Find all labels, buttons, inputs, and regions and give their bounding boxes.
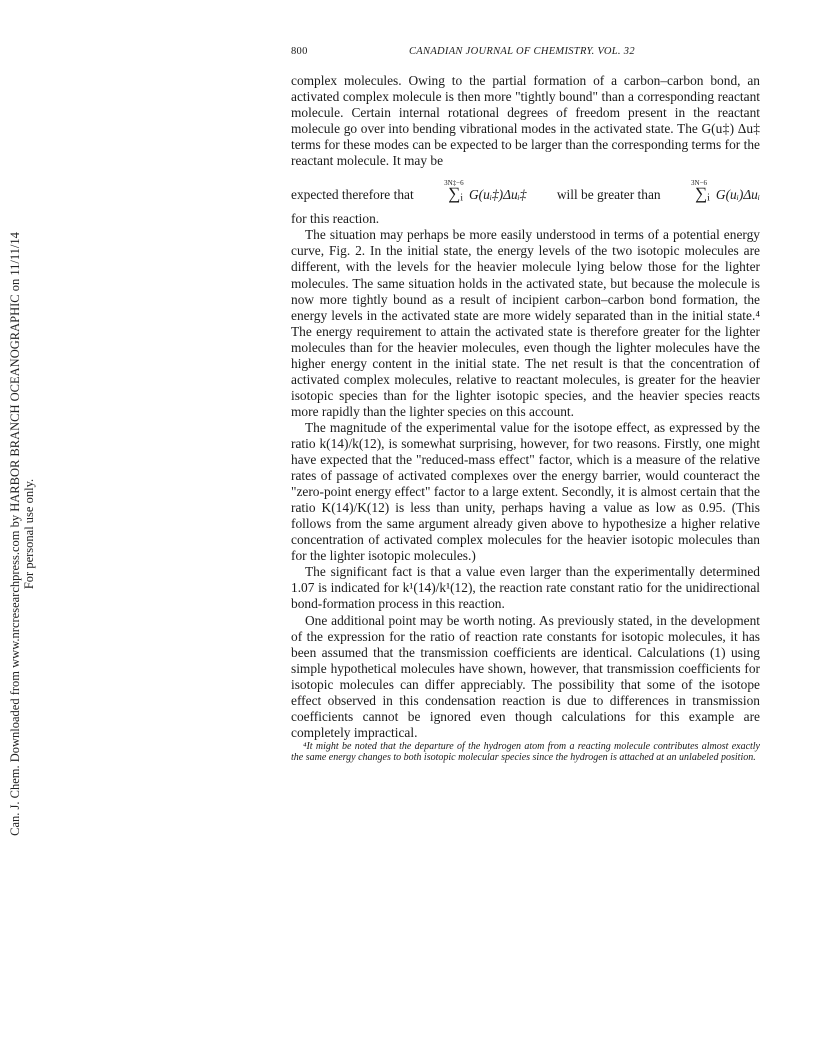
paragraph-3: The magnitude of the experimental value for the isotope effect, as expressed by the ratio k(14)/k(12), is somewhat surprising, however, for two reasons. Firstly, one might have expected that the "reduced-mass effect" factor, which is a measure of the relative rates of passage of activated complexes over the energy barrier, would counteract the "zero-point energy effect" factor to a large extent. Secondly, it is almost certain that the ratio K(14)/K(12) is less than unity, perhaps having a value as low as 0.95. (This follows from the same argument already given above to hypothesize a higher relative concentration of activated complex molecules for the heavier isotopic molecules than for the lighter isotopic molecules.) [291,419,760,564]
paragraph-4: The significant fact is that a value even larger than the experimentally determined 1.07 is indicated for k¹(14)/k¹(12), the reaction rate constant ratio for the unidirectional bond-formation process in this reaction. [291,564,760,612]
sigma-symbol: ∑ᵢ [448,184,463,204]
summation-activated [444,179,527,204]
page-number: 800 [291,46,308,57]
paragraph-5: One additional point may be worth noting. As previously stated, in the development of the expression for the ratio of reaction rate constants for isotopic molecules, it has been assumed that the transmission coefficients are identical. Calculations (1) using simple hypothetical molecules have shown, however, that transmission coefficients for isotopic molecules can differ appreciably. The possibility that some of the isotope effect observed in this condensation reaction is due to differences in transmission coefficients cannot be ignored even though calculations for this example are completely impractical. [291,612,760,740]
download-notice-line2: For personal use only. [22,478,36,590]
summation-term-activated: G(uᵢ‡)Δuᵢ‡ [469,187,527,203]
paragraph-1-end: for this reaction. [291,211,380,227]
sigma-symbol: ∑ᵢ [695,184,710,204]
download-watermark [8,174,36,894]
running-header [291,44,760,60]
footnote: ⁴It might be noted that the departure of the hydrogen atom from a reacting molecule contributes almost exactly the same energy changes to both isotopic molecular species since the hydrogen is attached at an unlabeled position. [291,740,760,764]
summation-term-reactant: G(uᵢ)Δuᵢ [715,187,760,203]
inline-equation [291,175,760,203]
running-title: CANADIAN JOURNAL OF CHEMISTRY. VOL. 32 [409,46,635,57]
summation-limit-reactant: 3N−6 [691,179,708,188]
equation-mid-text: will be greater than [556,187,661,203]
summation-reactant [691,179,760,204]
journal-page [291,44,760,764]
paragraph-2: The situation may perhaps be more easily understood in terms of a potential energy curve, Fig. 2. In the initial state, the energy levels of the two isotopic molecules are different, with the levels for the heavier molecule lying below those for the lighter molecules. The same situation holds in the activated state, but because the molecule is now more tightly bound as a result of incipient carbon–carbon bond formation, the energy levels in the activated state are more widely separated than in the initial state.⁴ The energy requirement to attain the activated state is therefore greater for the lighter molecules than for the heavier molecules, even though the lighter molecules have the higher energy content in the initial state. The net result is that the concentration of activated complex molecules, relative to reactant molecules, is greater for the heavier isotopic species than for the lighter isotopic species, and the heavier species reacts more rapidly than the lighter species on this account. [291,227,760,419]
equation-lead-text: expected therefore that [291,187,414,203]
summation-limit-activated: 3N‡−6 [444,179,464,188]
download-notice-line1: Can. J. Chem. Downloaded from www.nrcresearchpress.com by HARBOR BRANCH OCEANOGRAPHIC on 11/11/14 [8,232,22,836]
paragraph-1: complex molecules. Owing to the partial formation of a carbon–carbon bond, an activated complex molecule is then more "tightly bound" than a corresponding reactant molecule. Certain internal rotational degrees of freedom present in the reactant molecule go over into bending vibrational modes in the activated state. The G(u‡) Δu‡ terms for these modes can be expected to be larger than the corresponding terms for the reactant molecule. It may be [291,73,760,169]
